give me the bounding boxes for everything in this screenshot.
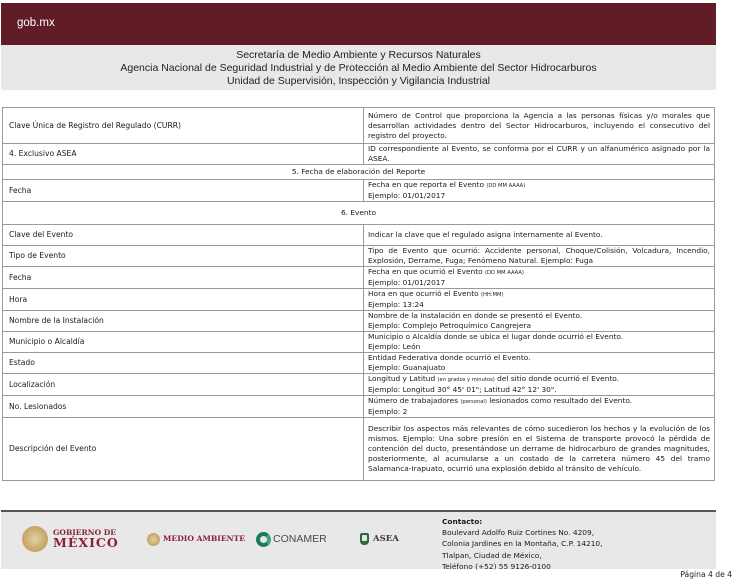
example-text: Ejemplo: Guanajuato bbox=[368, 363, 446, 372]
field-description: Tipo de Evento que ocurrió: Accidente personal, Choque/Colisión, Volcadura, Incendio, Explosión, Derrame, Fuga; Fenómeno Natural. Ejemplo: Fuga bbox=[364, 246, 715, 267]
contact-address-line: Tlalpan, Ciudad de México, bbox=[442, 550, 542, 560]
desc-text: lesionados como resultado del Evento. bbox=[486, 396, 633, 405]
field-label: Fecha bbox=[3, 180, 364, 202]
section-5-title: 5. Fecha de elaboración del Reporte bbox=[3, 165, 715, 180]
field-description bbox=[364, 353, 715, 374]
table-row bbox=[3, 246, 715, 267]
field-description bbox=[364, 332, 715, 353]
field-label: Estado bbox=[3, 353, 364, 374]
table-row bbox=[3, 374, 715, 396]
field-label: Clave Única de Registro del Regulado (CURR) bbox=[3, 108, 364, 144]
example-text: Ejemplo: 2 bbox=[368, 407, 408, 416]
table-row bbox=[3, 267, 715, 289]
section-6-title: 6. Evento bbox=[3, 202, 715, 225]
field-description bbox=[364, 396, 715, 418]
field-description bbox=[364, 311, 715, 332]
field-description: Describir los aspectos más relevantes de cómo sucedieron los hechos y la evolución de los mismos. Ejemplo: Una sobre presión en el Sistema de transporte provocó la pérdida de contención del ducto, presentándose un derrame de hidrocarburo de grandes magnitudes, posteriormente, al acumularse a un costado de la carretera número 45 del tramo Salamanca-Irapuato, ocurrió una explosión debido al tránsito de vehículo. bbox=[364, 418, 715, 481]
conamer-logo bbox=[256, 524, 327, 554]
desc-text: Entidad Federativa donde ocurrió el Evento. bbox=[368, 353, 531, 362]
field-description bbox=[364, 374, 715, 396]
gob-mx-link[interactable]: gob.mx bbox=[17, 17, 55, 29]
contact-title: Contacto: bbox=[442, 517, 483, 526]
field-label: Tipo de Evento bbox=[3, 246, 364, 267]
field-description bbox=[364, 180, 715, 202]
conamer-swirl-icon bbox=[256, 532, 271, 547]
format-hint: (en grados y minutos) bbox=[437, 377, 495, 383]
logo-line: MEDIO AMBIENTE bbox=[163, 534, 246, 544]
agency-header bbox=[1, 45, 716, 90]
logo-line: CONAMER bbox=[273, 533, 327, 545]
footer bbox=[1, 510, 716, 569]
example-text: Ejemplo: 01/01/2017 bbox=[368, 191, 446, 200]
format-hint: (DD MM AAAA) bbox=[486, 183, 526, 189]
format-hint: (DD MM AAAA) bbox=[485, 270, 524, 276]
logo-line: ASEA bbox=[373, 534, 399, 544]
table-row bbox=[3, 332, 715, 353]
field-label: Nombre de la Instalación bbox=[3, 311, 364, 332]
contact-address-line: Boulevard Adolfo Ruiz Cortines No. 4209, bbox=[442, 528, 595, 538]
field-label: Descripción del Evento bbox=[3, 418, 364, 481]
table-row bbox=[3, 108, 715, 144]
agency-line-2: Agencia Nacional de Seguridad Industrial y de Protección al Medio Ambiente del Sector Hidrocarburos bbox=[120, 61, 597, 74]
example-text: Ejemplo: 01/01/2017 bbox=[368, 278, 446, 287]
table-row bbox=[3, 180, 715, 202]
table-row bbox=[3, 311, 715, 332]
mexico-seal-icon bbox=[22, 526, 48, 552]
asea-shield-icon bbox=[360, 533, 369, 545]
contact-block bbox=[442, 516, 602, 572]
field-description bbox=[364, 267, 715, 289]
field-label: Municipio o Alcaldía bbox=[3, 332, 364, 353]
field-label: Hora bbox=[3, 289, 364, 311]
desc-text: del sitio donde ocurrió el Evento. bbox=[494, 374, 620, 383]
desc-text: Municipio o Alcaldía donde se ubica el lugar donde ocurrió el Evento. bbox=[368, 332, 624, 341]
table-row bbox=[3, 418, 715, 481]
table-row bbox=[3, 396, 715, 418]
agency-line-3: Unidad de Supervisión, Inspección y Vigilancia Industrial bbox=[226, 74, 491, 87]
field-label: 4. Exclusivo ASEA bbox=[3, 144, 364, 165]
gobierno-de-mexico-wordmark bbox=[53, 529, 119, 550]
example-text: Ejemplo: Complejo Petroquímico Cangrejera bbox=[368, 321, 531, 330]
report-fields-table bbox=[2, 107, 715, 481]
logo-line: GOBIERNO DE bbox=[53, 527, 116, 537]
desc-text: Número de trabajadores bbox=[368, 396, 461, 405]
format-hint: (HH:MM) bbox=[480, 292, 504, 298]
field-label: Clave del Evento bbox=[3, 225, 364, 246]
section-header-row bbox=[3, 165, 715, 180]
table-row bbox=[3, 289, 715, 311]
semarnat-seal-icon bbox=[147, 533, 160, 546]
desc-text: Fecha en que reporta el Evento bbox=[368, 180, 487, 189]
contact-address-line: Colonia Jardines en la Montaña, C.P. 14210, bbox=[442, 539, 603, 549]
field-description bbox=[364, 289, 715, 311]
logo-line: MÉXICO bbox=[53, 535, 119, 550]
desc-text: Longitud y Latitud bbox=[368, 374, 438, 383]
example-text: Ejemplo: 13:24 bbox=[368, 300, 424, 309]
format-hint: (personal) bbox=[460, 399, 487, 405]
gobierno-de-mexico-logo bbox=[22, 524, 119, 554]
field-description: ID correspondiente al Evento, se conforma por el CURR y un alfanumérico asignado por la ASEA. bbox=[364, 144, 715, 165]
field-description: Indicar la clave que el regulado asigna internamente al Evento. bbox=[364, 225, 715, 246]
table-row bbox=[3, 225, 715, 246]
medio-ambiente-logo bbox=[147, 524, 245, 554]
field-label: No. Lesionados bbox=[3, 396, 364, 418]
table-row bbox=[3, 144, 715, 165]
desc-text: Hora en que ocurrió el Evento bbox=[368, 289, 481, 298]
contact-phone: Teléfono (+52) 55 9126-0100 bbox=[442, 561, 551, 571]
field-label: Localización bbox=[3, 374, 364, 396]
desc-text: Nombre de la Instalación en donde se presentó el Evento. bbox=[368, 311, 583, 320]
asea-logo bbox=[360, 524, 399, 554]
field-description: Número de Control que proporciona la Agencia a las personas físicas y/o morales que desarrollan actividades dentro del Sector Hidrocarburos, incluyendo el consecutivo del registro del proyecto. bbox=[364, 108, 715, 144]
section-header-row bbox=[3, 202, 715, 225]
gob-header-bar bbox=[1, 3, 716, 45]
field-label: Fecha bbox=[3, 267, 364, 289]
table-row bbox=[3, 353, 715, 374]
example-text: Ejemplo: León bbox=[368, 342, 421, 351]
agency-line-1: Secretaría de Medio Ambiente y Recursos Naturales bbox=[236, 49, 481, 61]
example-text: Ejemplo: Longitud 30° 45' 01"; Latitud 42° 12' 30". bbox=[368, 385, 557, 394]
desc-text: Fecha en que ocurrió el Evento bbox=[368, 267, 486, 276]
page-number: Página 4 de 4 bbox=[680, 570, 732, 579]
